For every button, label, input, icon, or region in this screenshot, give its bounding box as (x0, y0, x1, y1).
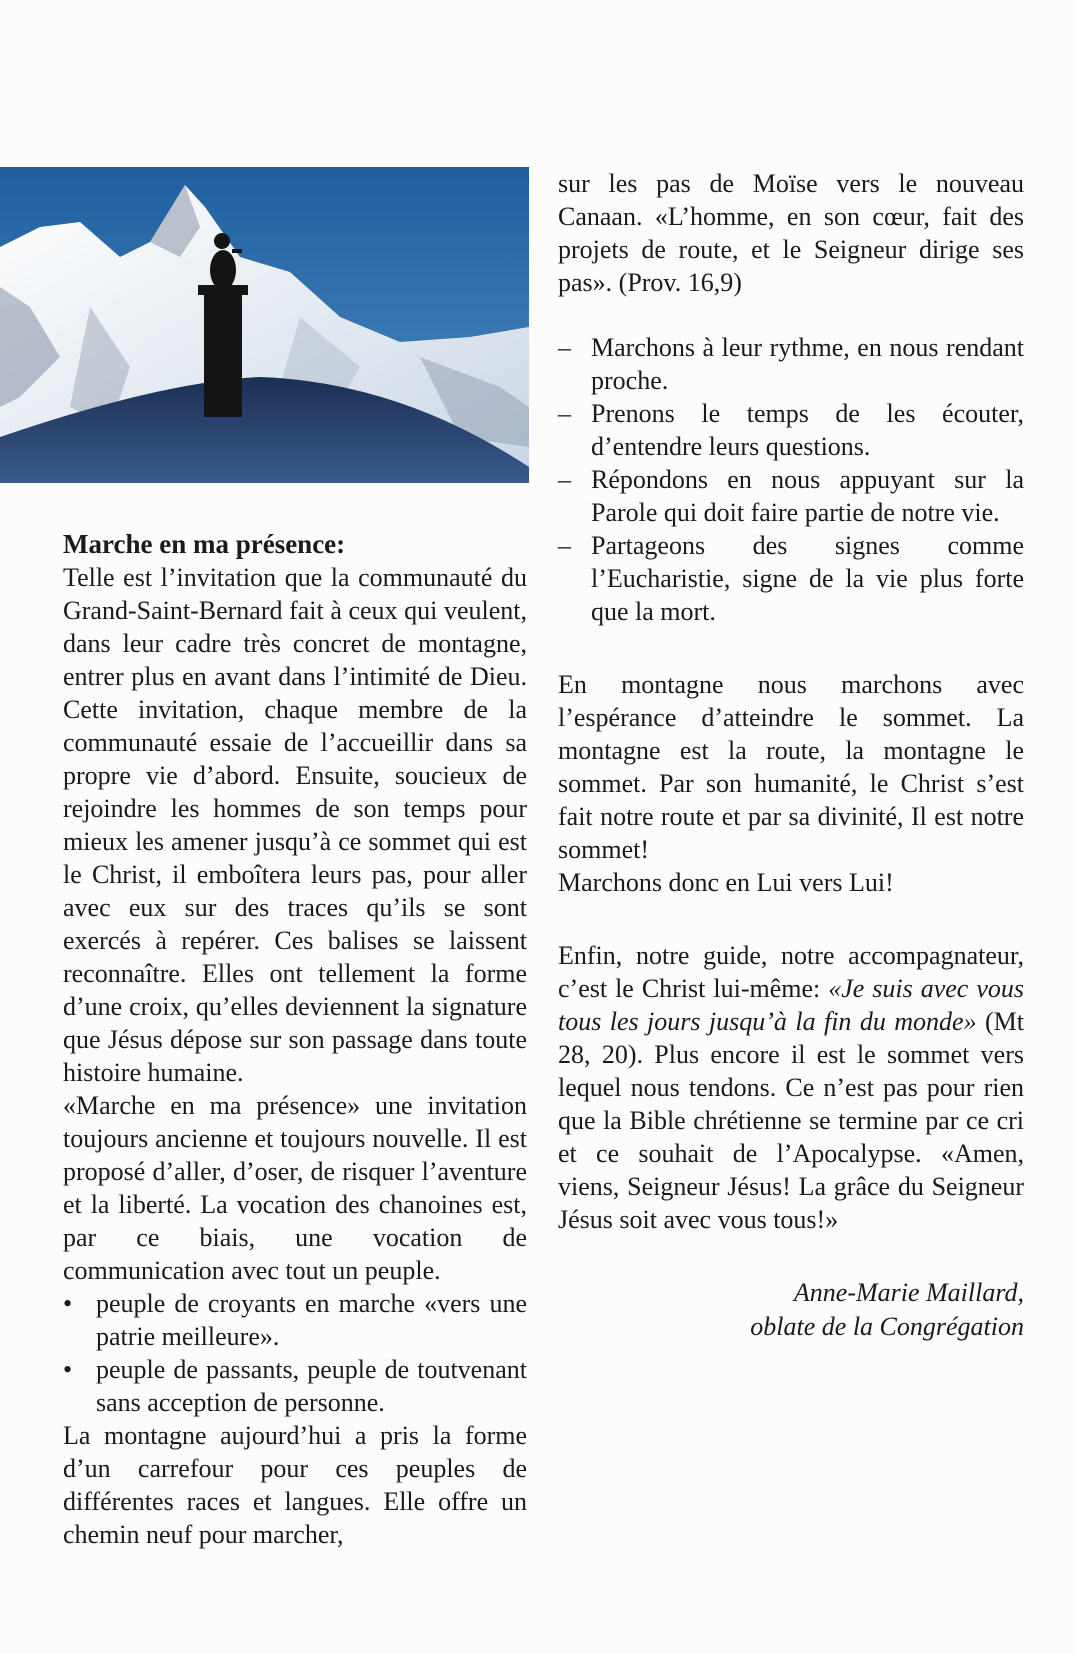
right-column (558, 167, 1024, 1344)
left-paragraph-3: La montagne aujourd’hui a pris la forme d’un carrefour pour ces peuples de différentes races et langues. Elle offre un chemin neuf pour marcher, (63, 1421, 527, 1549)
dash-icon: – (558, 399, 571, 428)
left-paragraph-2: «Marche en ma présence» une invitation toujours ancienne et toujours nouvelle. Il est proposé d’aller, d’oser, de risquer l’aventure et la liberté. La vocation des chanoines est, par ce biais, une vocation de communication avec tout un peuple. (63, 1091, 527, 1285)
bullet-list (63, 1287, 527, 1419)
signature-role: oblate de la Congrégation (750, 1312, 1024, 1341)
dash-icon: – (558, 531, 571, 560)
dash-list (558, 331, 1024, 628)
bible-quote: «Je suis avec vous tous les jours jusqu’à la fin du monde» (558, 974, 1024, 1036)
mountain-photo-graphic (0, 167, 529, 483)
signature-name: Anne-Marie Maillard, (793, 1278, 1024, 1307)
list-item: • peuple de croyants en marche «vers une patrie meilleure». (63, 1289, 527, 1351)
right-paragraph-2: En montagne nous marchons avec l’espérance d’atteindre le sommet. La montagne est la route, la montagne le sommet. Par son humanité, le Christ s’est fait notre route et par sa divinité, Il est notre sommet! (558, 670, 1024, 864)
list-item: – Marchons à leur rythme, en nous rendant proche. (558, 333, 1024, 395)
right-paragraph-3: Marchons donc en Lui vers Lui! (558, 868, 894, 897)
dash-icon: – (558, 333, 571, 362)
left-paragraph-1: Telle est l’invitation que la communauté du Grand-Saint-Bernard fait à ceux qui veulent, dans leur cadre très concret de montagne, entrer plus en avant dans l’intimité de Dieu. Cette invitation, chaque membre de la communauté essaie de l’accueillir dans sa propre vie d’abord. Ensuite, soucieux de rejoindre les hommes de son temps pour mieux les amener jusqu’à ce sommet qui est le Christ, il emboîtera leurs pas, pour aller avec eux sur des traces qu’ils se sont exercés à repérer. Ces balises se laissent reconnaître. Elles ont tellement la forme d’une croix, qu’elles deviennent la signature que Jésus dépose sur son passage dans toute histoire humaine. (63, 563, 527, 1087)
right-paragraph-1: sur les pas de Moïse vers le nouveau Canaan. «L’homme, en son cœur, fait des projets de route, et le Seigneur dirige ses pas». (Prov. 16,9) (558, 169, 1024, 297)
list-item: – Partageons des signes comme l’Eucharistie, signe de la vie plus forte que la mort. (558, 531, 1024, 626)
mountain-statue-photo (0, 167, 529, 483)
dash-icon: – (558, 465, 571, 494)
bullet-icon: • (63, 1355, 73, 1384)
section-heading: Marche en ma présence: (63, 529, 346, 559)
list-item: • peuple de passants, peuple de toutvenant sans acception de personne. (63, 1355, 527, 1417)
right-paragraph-4: Enfin, notre guide, notre accompagnateur, c’est le Christ lui-même: «Je suis avec vous tous les jours jusqu’à la fin du monde» (Mt 28, 20). Plus encore il est le sommet vers lequel nous tendons. Ce n’est pas pour rien que la Bible chrétienne se termine par ce cri et ce souhait de l’Apocalypse. «Amen, viens, Seigneur Jésus! La grâce du Seigneur Jésus soit avec vous tous!» (558, 941, 1025, 1234)
left-column (63, 528, 527, 1551)
list-item: – Prenons le temps de les écouter, d’entendre leurs questions. (558, 399, 1024, 461)
list-item: – Répondons en nous appuyant sur la Parole qui doit faire partie de notre vie. (558, 465, 1024, 527)
bullet-icon: • (63, 1289, 73, 1318)
